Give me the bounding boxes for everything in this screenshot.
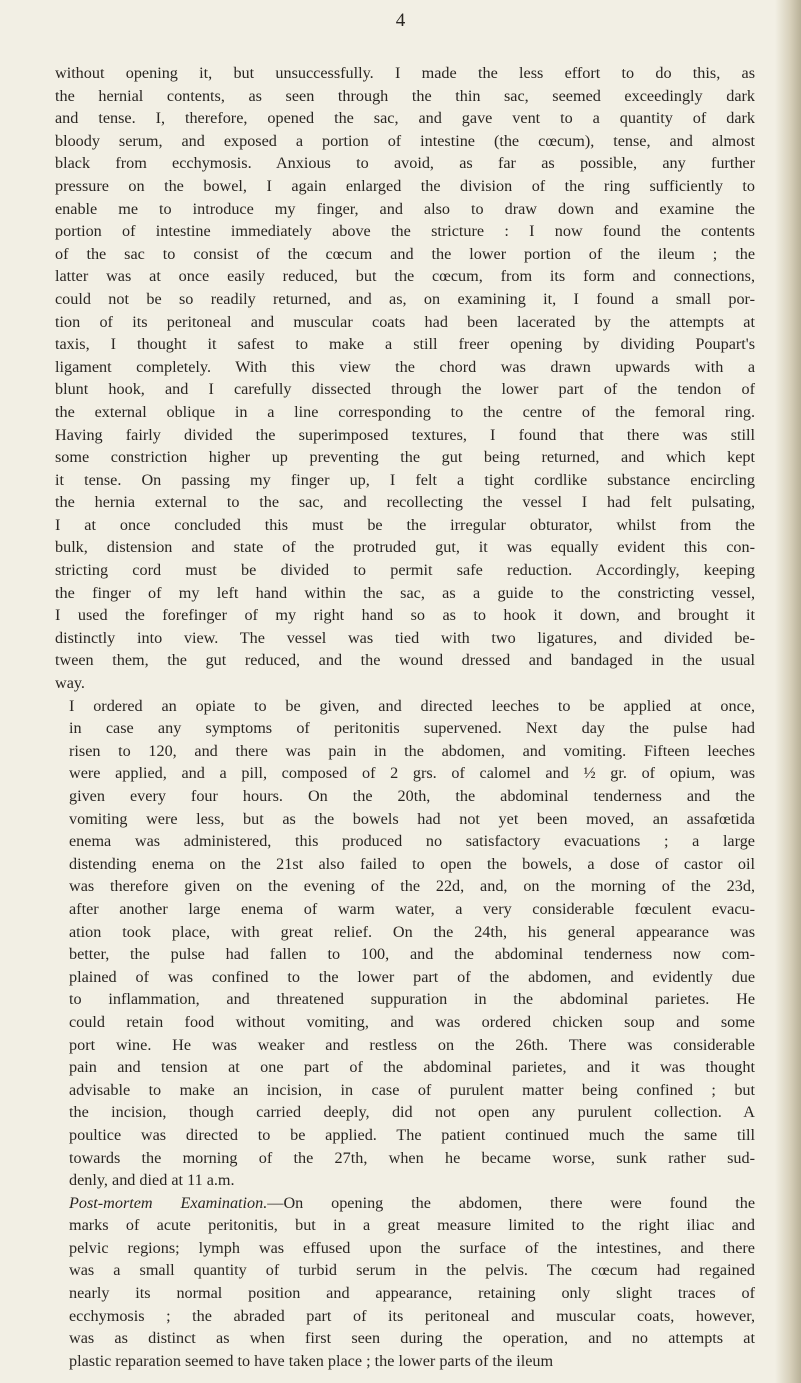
text-line: to inflammation, and threatened suppuration in the abdominal parietes. He bbox=[69, 990, 755, 1009]
text-line: the hernial contents, as seen through the thin sac, seemed exceedingly dark bbox=[55, 86, 755, 105]
paragraph-2 bbox=[55, 695, 755, 1192]
text-line: stricting cord must be divided to permit safe reduction. Accordingly, keeping bbox=[55, 561, 755, 580]
text-line: were applied, and a pill, composed of 2 grs. of calomel and ½ gr. of opium, was bbox=[69, 764, 755, 783]
paragraph-1 bbox=[55, 62, 755, 695]
text-line: was a small quantity of turbid serum in the pelvis. The cœcum had regained bbox=[69, 1261, 755, 1280]
text-line: bloody serum, and exposed a portion of intestine (the cœcum), tense, and almost bbox=[55, 131, 755, 150]
text-line: was as distinct as when first seen during the operation, and no attempts at bbox=[69, 1329, 755, 1348]
paragraph-3 bbox=[55, 1192, 755, 1373]
text-line: could not be so readily returned, and as, on examining it, I found a small por- bbox=[55, 289, 755, 308]
text-line: the finger of my left hand within the sac, as a guide to the constricting vessel, bbox=[55, 583, 755, 602]
text-line: the external oblique in a line corresponding to the centre of the femoral ring. bbox=[55, 402, 755, 421]
text-line: nearly its normal position and appearance, retaining only slight traces of bbox=[69, 1284, 755, 1303]
text-line: I used the forefinger of my right hand so as to hook it down, and brought it bbox=[55, 606, 755, 625]
text-line: enable me to introduce my finger, and also to draw down and examine the bbox=[55, 199, 755, 218]
text-line: given every four hours. On the 20th, the abdominal tenderness and the bbox=[69, 787, 755, 805]
text-line: pain and tension at one part of the abdominal parietes, and it was thought bbox=[69, 1058, 755, 1077]
text-line: poultice was directed to be applied. The patient continued much the same till bbox=[69, 1125, 755, 1144]
text-line: plastic reparation seemed to have taken place ; the lower parts of the ileum bbox=[69, 1351, 554, 1370]
text-line: in case any symptoms of peritonitis supervened. Next day the pulse had bbox=[69, 719, 755, 738]
text-line: port wine. He was weaker and restless on the 26th. There was considerable bbox=[69, 1035, 755, 1054]
text-line-rest: —On opening the abdomen, there were found the bbox=[267, 1193, 756, 1212]
page-edge-shadow bbox=[775, 0, 801, 1383]
text-line: bulk, distension and state of the protruded gut, it was equally evident this con- bbox=[55, 538, 755, 557]
text-line: towards the morning of the 27th, when he became worse, sunk rather sud- bbox=[69, 1148, 755, 1167]
text-line: portion of intestine immediately above the stricture : I now found the contents bbox=[55, 222, 755, 241]
text-line: ligament completely. With this view the chord was drawn upwards with a bbox=[55, 357, 755, 376]
text-line: ation took place, with great relief. On the 24th, his general appearance was bbox=[69, 922, 755, 941]
text-line: pelvic regions; lymph was effused upon the surface of the intestines, and there bbox=[69, 1238, 755, 1257]
text-line: tween them, the gut reduced, and the wound dressed and bandaged in the usual bbox=[55, 651, 755, 670]
page-number: 4 bbox=[395, 10, 406, 31]
text-line bbox=[55, 1192, 755, 1215]
text-line: plained of was confined to the lower part of the abdomen, and evidently due bbox=[69, 967, 755, 986]
text-line: latter was at once easily reduced, but the cœcum, from its form and connections, bbox=[55, 267, 755, 286]
text-line: ecchymosis ; the abraded part of its peritoneal and muscular coats, however, bbox=[69, 1306, 755, 1325]
text-line: denly, and died at 11 a.m. bbox=[69, 1171, 235, 1190]
text-line: of the sac to consist of the cœcum and the lower portion of the ileum ; the bbox=[55, 244, 755, 263]
text-line: blunt hook, and I carefully dissected through the lower part of the tendon of bbox=[55, 380, 755, 399]
text-line: way. bbox=[55, 674, 85, 693]
text-line: and tense. I, therefore, opened the sac, and gave vent to a quantity of dark bbox=[55, 109, 755, 128]
text-line: risen to 120, and there was pain in the abdomen, and vomiting. Fifteen leeches bbox=[69, 741, 755, 760]
text-line: advisable to make an incision, in case of purulent matter being confined ; but bbox=[69, 1080, 755, 1099]
body-text bbox=[55, 62, 755, 1372]
text-line: distinctly into view. The vessel was tied with two ligatures, and divided be- bbox=[55, 628, 755, 647]
text-line: some constriction higher up preventing the gut being returned, and which kept bbox=[55, 448, 755, 467]
text-line: the hernia external to the sac, and recollecting the vessel I had felt pulsating, bbox=[55, 493, 755, 512]
text-line: enema was administered, this produced no satisfactory evacuations ; a large bbox=[69, 832, 755, 851]
text-line: the incision, though carried deeply, did not open any purulent collection. A bbox=[69, 1103, 755, 1122]
text-line: better, the pulse had fallen to 100, and the abdominal tenderness now com- bbox=[69, 945, 755, 964]
section-heading: Post-mortem Examination. bbox=[69, 1193, 268, 1212]
text-line: could retain food without vomiting, and was ordered chicken soup and some bbox=[69, 1012, 755, 1031]
text-line: pressure on the bowel, I again enlarged the division of the ring sufficiently to bbox=[55, 176, 755, 195]
text-line: marks of acute peritonitis, but in a great measure limited to the right iliac and bbox=[69, 1216, 755, 1235]
text-line: distending enema on the 21st also failed to open the bowels, a dose of castor oil bbox=[69, 854, 755, 873]
text-line: Having fairly divided the superimposed textures, I found that there was still bbox=[55, 425, 755, 444]
text-line: I at once concluded this must be the irregular obturator, whilst from the bbox=[55, 515, 755, 534]
text-line: tion of its peritoneal and muscular coats had been lacerated by the attempts at bbox=[55, 312, 755, 331]
text-line: without opening it, but unsuccessfully. I made the less effort to do this, as bbox=[55, 64, 755, 82]
text-line: after another large enema of warm water, a very considerable fœculent evacu- bbox=[69, 899, 755, 918]
text-line: I ordered an opiate to be given, and directed leeches to be applied at once, bbox=[69, 696, 755, 715]
text-line: vomiting were less, but as the bowels had not yet been moved, an assafœtida bbox=[69, 809, 755, 828]
text-line: it tense. On passing my finger up, I felt a tight cordlike substance encircling bbox=[55, 470, 755, 489]
text-line: taxis, I thought it safest to make a still freer opening by dividing Poupart's bbox=[55, 335, 755, 354]
text-line: was therefore given on the evening of the 22d, and, on the morning of the 23d, bbox=[69, 877, 755, 896]
text-line: black from ecchymosis. Anxious to avoid, as far as possible, any further bbox=[55, 154, 755, 173]
